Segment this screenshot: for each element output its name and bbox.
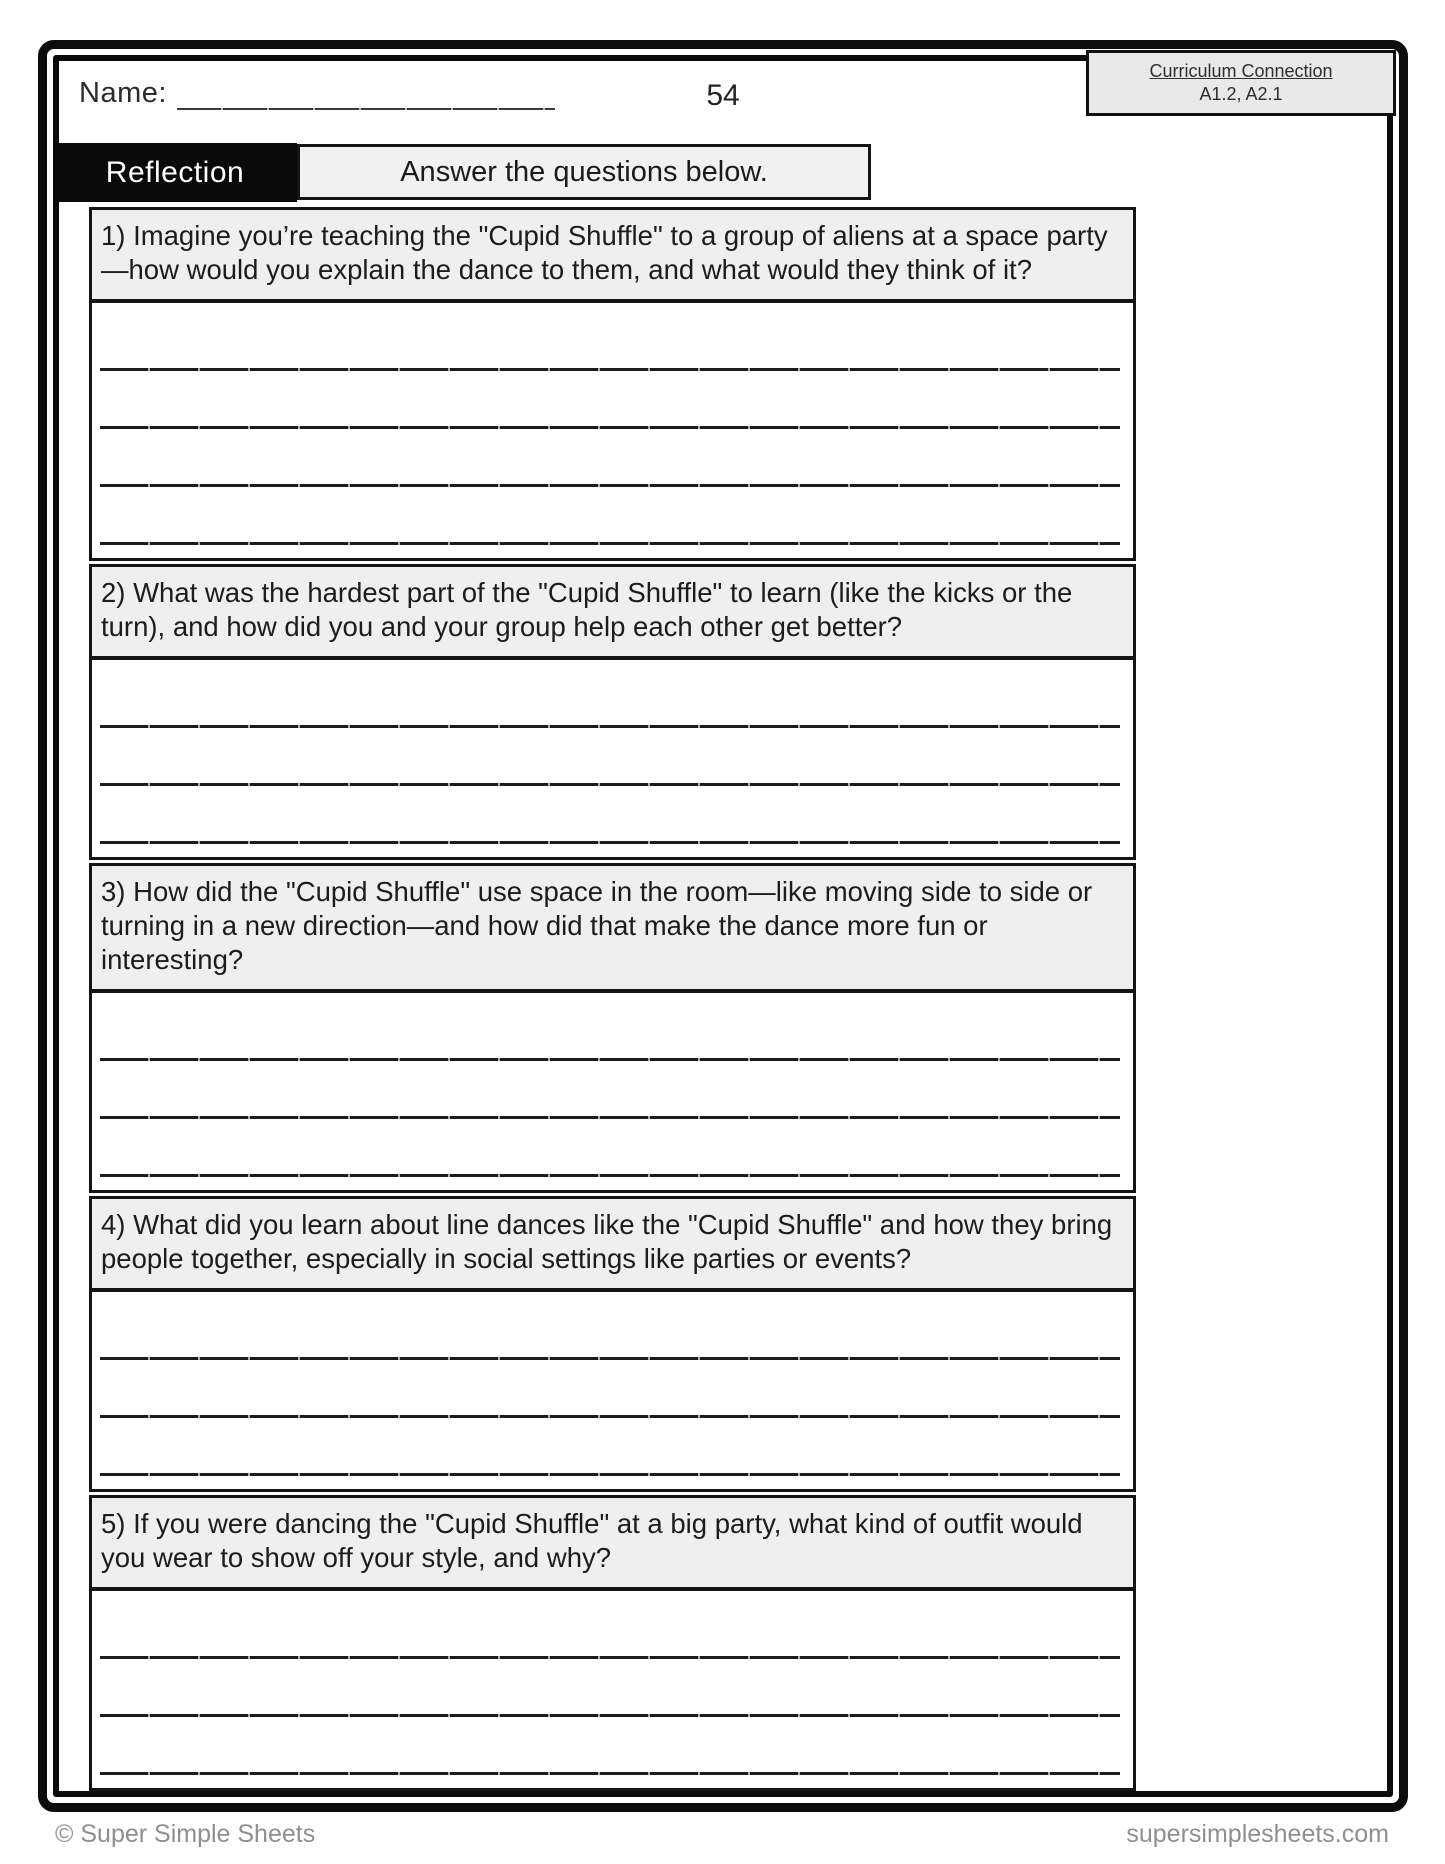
answer-line[interactable]	[98, 1302, 1124, 1360]
section-title: Reflection	[53, 143, 297, 202]
question-header	[92, 567, 1133, 660]
answer-lines	[92, 1591, 1133, 1788]
answer-line[interactable]	[98, 487, 1124, 545]
answer-lines	[92, 303, 1133, 558]
answer-lines	[92, 1292, 1133, 1489]
answer-line[interactable]	[98, 1601, 1124, 1659]
question-block	[89, 207, 1136, 561]
answer-line[interactable]	[98, 429, 1124, 487]
section-instruction: Answer the questions below.	[297, 144, 871, 200]
answer-line[interactable]	[98, 728, 1124, 786]
answer-line[interactable]	[98, 1119, 1124, 1177]
answer-lines	[92, 660, 1133, 857]
answer-line[interactable]	[98, 786, 1124, 844]
curriculum-title: Curriculum Connection	[1149, 61, 1333, 81]
question-header	[92, 866, 1133, 993]
question-header	[92, 1498, 1133, 1591]
question-block	[89, 863, 1136, 1193]
curriculum-codes: A1.2, A2.1	[1199, 84, 1283, 104]
answer-line[interactable]	[98, 371, 1124, 429]
page-inner-border	[53, 55, 1393, 1797]
answer-line[interactable]	[98, 1360, 1124, 1418]
answer-line[interactable]	[98, 1659, 1124, 1717]
question-header	[92, 210, 1133, 303]
name-label: Name:	[79, 77, 167, 109]
question-text: 1) Imagine you’re teaching the "Cupid Shuffle" to a group of aliens at a space party—how would you explain the dance to them, and what would they think of it?	[101, 220, 1108, 285]
question-text: 4) What did you learn about line dances like the "Cupid Shuffle" and how they bring people together, especially in social settings like parties or events?	[101, 1209, 1113, 1274]
question-block	[89, 1495, 1136, 1791]
answer-line[interactable]	[98, 1003, 1124, 1061]
footer-website: supersimplesheets.com	[1126, 1820, 1389, 1848]
question-block	[89, 564, 1136, 860]
question-text: 2) What was the hardest part of the "Cupid Shuffle" to learn (like the kicks or the turn), and how did you and your group help each other get better?	[101, 577, 1073, 642]
answer-line[interactable]	[98, 1717, 1124, 1775]
page-number: 54	[706, 79, 740, 112]
answer-line[interactable]	[98, 313, 1124, 371]
question-text: 5) If you were dancing the "Cupid Shuffle" at a big party, what kind of outfit would you wear to show off your style, and why?	[101, 1508, 1083, 1573]
question-block	[89, 1196, 1136, 1492]
curriculum-connection-box	[1086, 50, 1396, 116]
section-banner	[53, 143, 871, 202]
questions-container	[89, 207, 1136, 1794]
question-text: 3) How did the "Cupid Shuffle" use space in the room—like moving side to side or turning in a new direction—and how did that make the dance more fun or interesting?	[101, 876, 1093, 975]
answer-line[interactable]	[98, 670, 1124, 728]
answer-lines	[92, 993, 1133, 1190]
answer-line[interactable]	[98, 1061, 1124, 1119]
footer-copyright: © Super Simple Sheets	[55, 1820, 316, 1848]
question-header	[92, 1199, 1133, 1292]
page-outer-border	[38, 40, 1408, 1812]
answer-line[interactable]	[98, 1418, 1124, 1476]
page-footer	[55, 1820, 1389, 1849]
